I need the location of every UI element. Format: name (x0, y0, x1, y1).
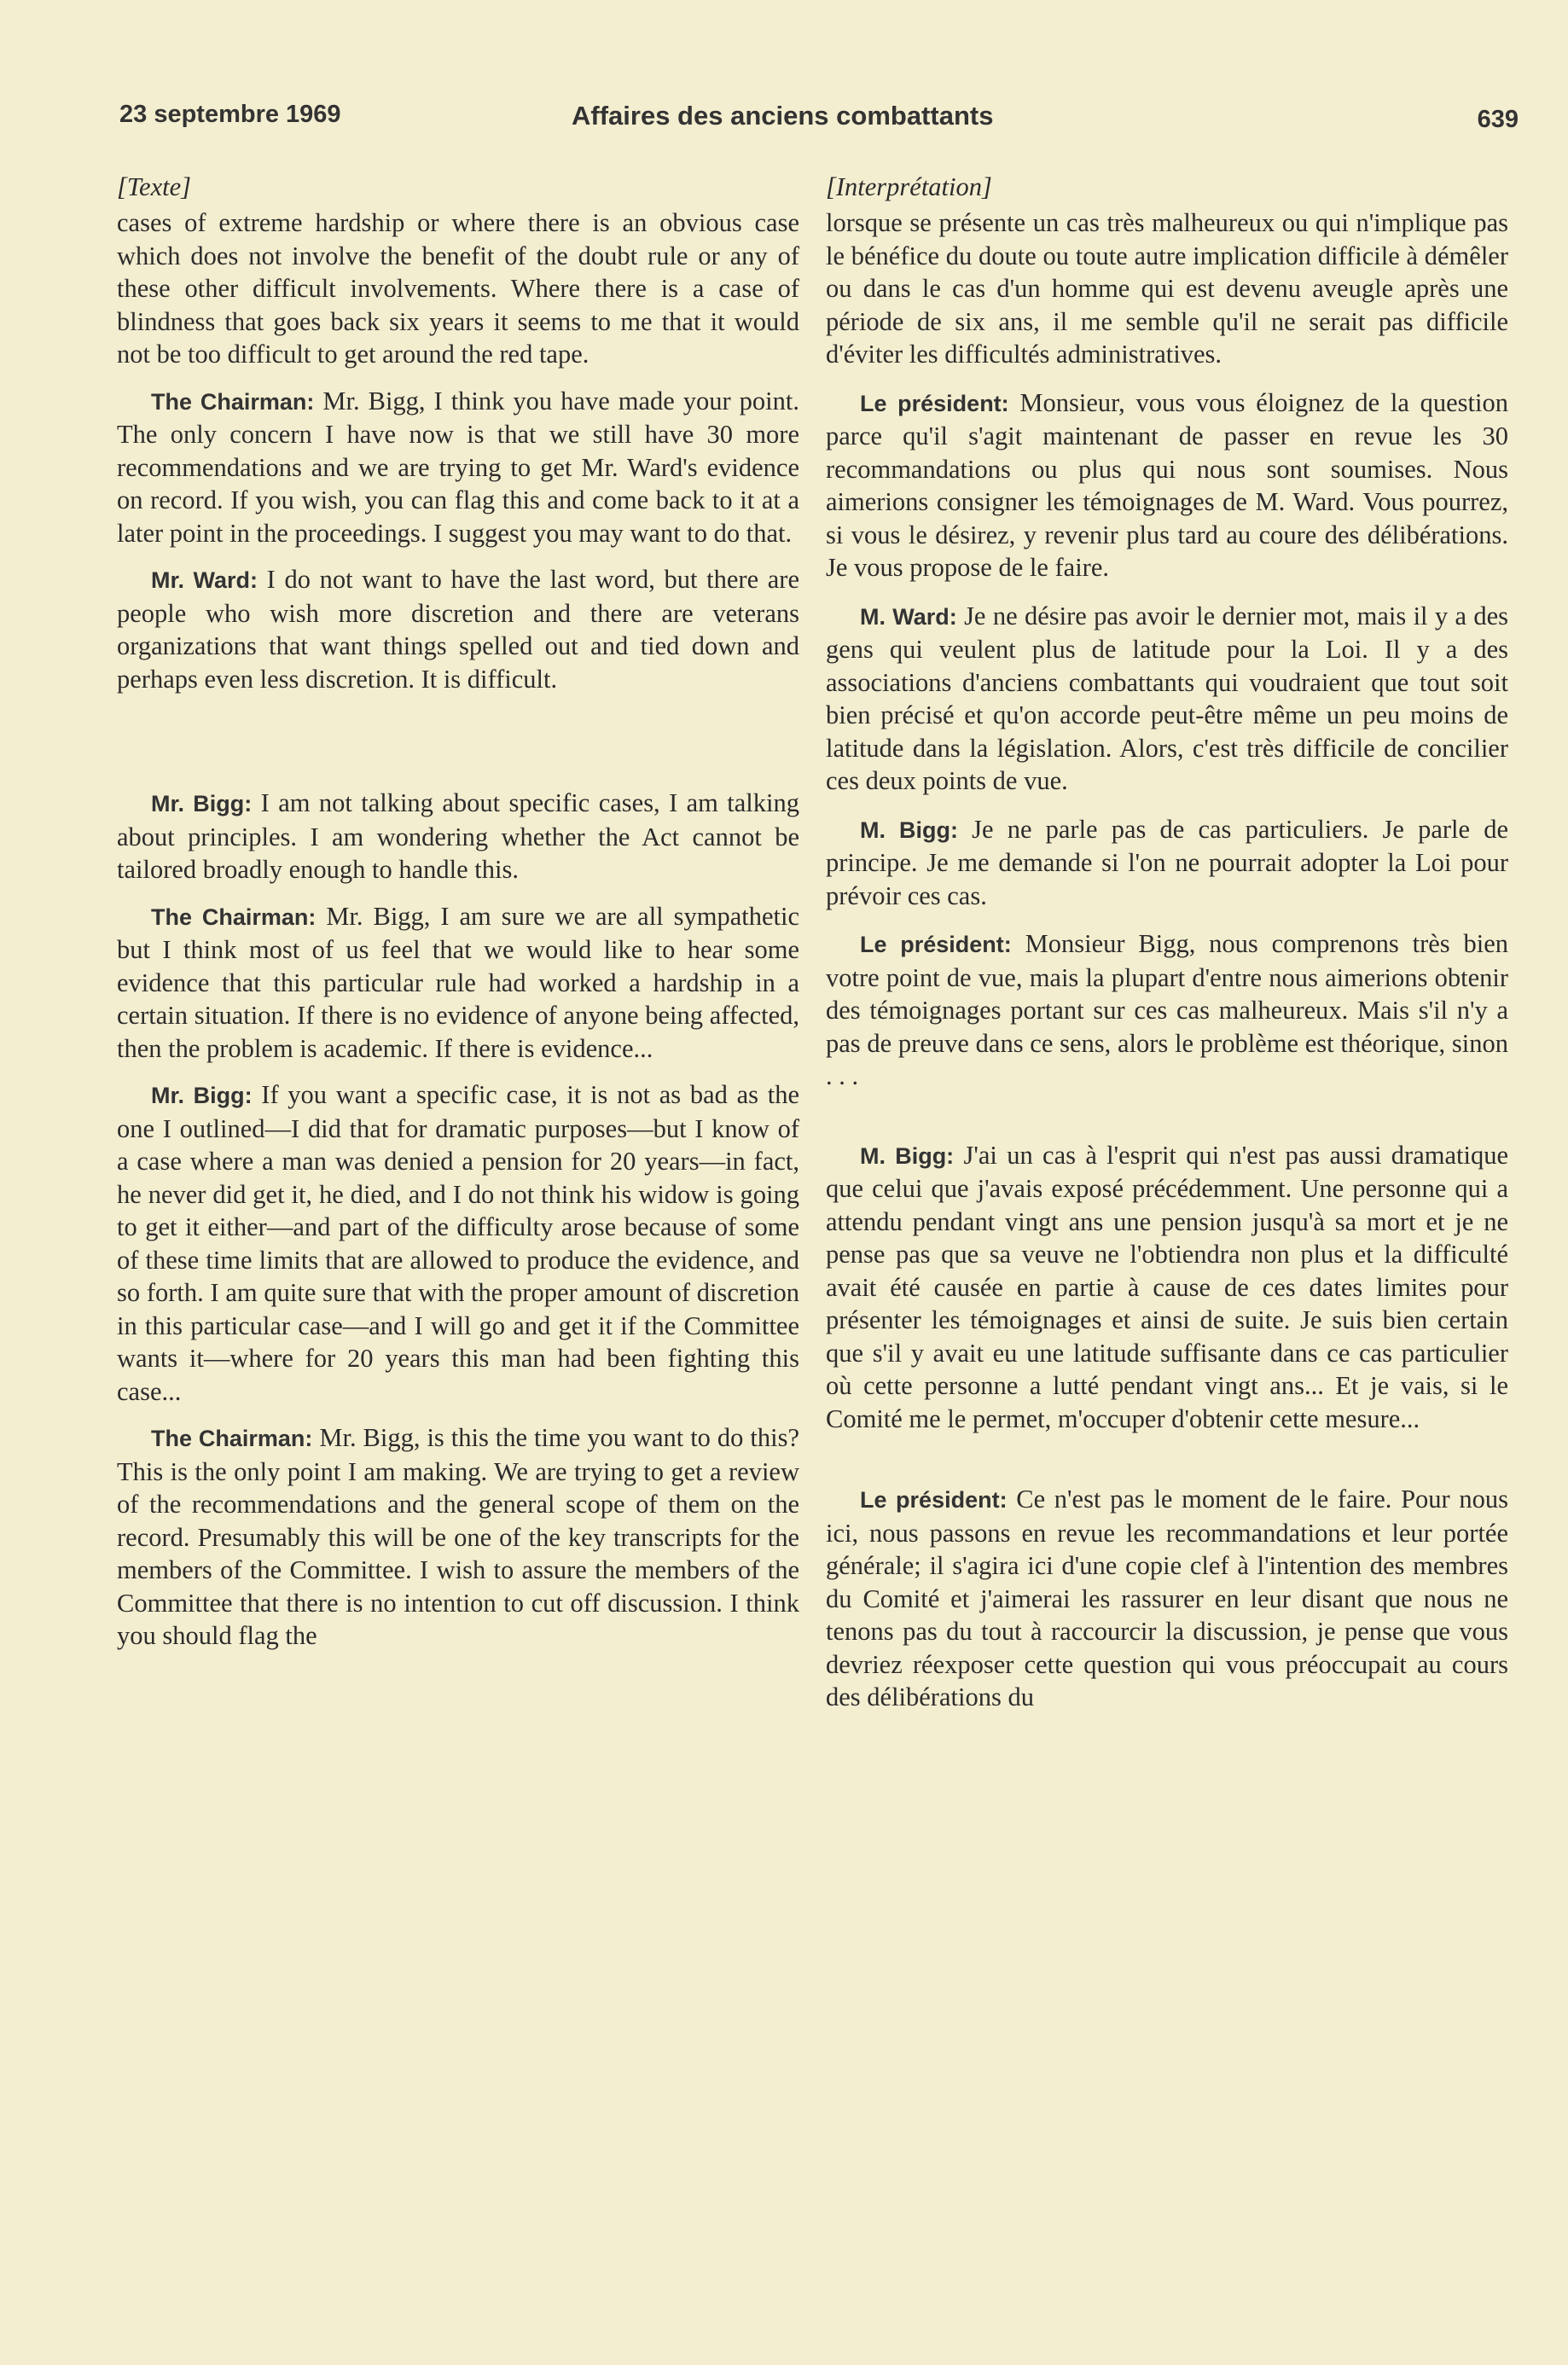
right-column-label: [Interprétation] (826, 172, 992, 201)
speaker-name: The Chairman: (151, 388, 315, 415)
paragraph-text: Je ne parle pas de cas particuliers. Je parle de principe. Je me demande si l'on ne pourrait adopter la Loi pour prévoir ces cas. (826, 814, 1508, 910)
page-number: 639 (1477, 106, 1519, 133)
speaker-name: The Chairman: (151, 1426, 313, 1451)
right-column (826, 171, 1508, 1714)
right-paragraph (826, 813, 1508, 913)
paragraph-text: Mr. Bigg, is this the time you want to do this? This is the only point I am making. We are trying to get a review of the recommendations and the general scope of them on the record. Presumably this will be one of the key transcripts for the members of the Committee. I wish to assure the members of the Committee that there is no intention to cut off discussion. I think you should flag the (117, 1423, 799, 1650)
speaker-name: Le président: (860, 932, 1012, 957)
paragraph-text: Mr. Bigg, I am sure we are all sympathetic but I think most of us feel that we would like to hear some evidence that this particular rule had worked a hardship in a certain situation. If there is no evidence of anyone being affected, then the problem is academic. If there is evidence... (117, 901, 799, 1063)
paragraph-text: Je ne désire pas avoir le dernier mot, mais il y a des gens qui veulent plus de latitude pour la Loi. Il y a des associations d'anciens combattants qui voudraient que tout soit bien précisé et qu'on accorde peut-être même un peu moins de latitude dans la législation. Alors, c'est très difficile de concilier ces deux points de vue. (826, 601, 1509, 795)
left-column-label: [Texte] (117, 172, 191, 201)
left-paragraph (117, 1078, 799, 1408)
speaker-name: M. Ward: (860, 603, 957, 630)
speaker-name: Le président: (860, 390, 1009, 416)
speaker-name: M. Bigg: (860, 1142, 955, 1169)
left-paragraph (117, 1421, 799, 1653)
header-title: Affaires des anciens combattants (572, 101, 994, 131)
speaker-name: Mr. Bigg: (151, 1083, 253, 1108)
left-paragraph (117, 900, 799, 1066)
speaker-name: Le président: (860, 1487, 1008, 1513)
left-paragraph (117, 563, 799, 695)
paragraph-text: Mr. Bigg, I think you have made your point. The only concern I have now is that we still have 30 more recommendations and we are trying to get Mr. Ward's evidence on record. If you wish, you can flag this and come back to it at a later point in the proceedings. I suggest you may want to do that. (117, 386, 799, 548)
speaker-name: The Chairman: (151, 904, 317, 930)
header-date: 23 septembre 1969 (119, 101, 341, 128)
left-column (117, 171, 799, 1653)
left-paragraph (117, 787, 799, 886)
paragraph-text: cases of extreme hardship or where there is an obvious case which does not involve the benefit of the doubt rule or any of these other difficult involvements. Where there is a case of blindness that goes back six years it seems to me that it would not be too difficult to get around the red tape. (117, 208, 799, 369)
left-paragraph (117, 385, 799, 550)
page-header (119, 101, 1519, 143)
paragraph-text: I am not talking about specific cases, I am talking about principles. I am wondering whether the Act cannot be tailored broadly enough to handle this. (117, 788, 799, 884)
left-paragraph (117, 206, 799, 371)
right-paragraph (826, 1139, 1508, 1436)
speaker-name: Mr. Bigg: (151, 791, 253, 816)
paragraph-text: I do not want to have the last word, but there are people who wish more discretion and there are veterans organizations that want things spelled out and tied down and perhaps even less discretion. It is difficult. (117, 565, 799, 694)
right-paragraph (826, 386, 1508, 584)
paragraph-text: Monsieur Bigg, nous comprenons très bien votre point de vue, mais la plupart d'entre nous aimerions obtenir des témoignages portant sur ces cas malheureux. Mais s'il n'y a pas de preuve dans ce sens, alors le problème est théorique, sinon . . . (826, 929, 1509, 1090)
speaker-name: M. Bigg: (860, 816, 958, 843)
paragraph-text: If you want a specific case, it is not as bad as the one I outlined—I did that for dramatic purposes—but I know of a case where a man was denied a pension for 20 years—in fact, he never did get it, he died, and I do not think his widow is going to get it either—and part of the difficulty arose because of some of these time limits that are allowed to produce the evidence, and so forth. I am quite sure that with the proper amount of discretion in this particular case—and I will go and get it if the Committee wants it—where for 20 years this man had been fighting this case... (117, 1080, 799, 1406)
speaker-name: Mr. Ward: (151, 567, 258, 593)
paragraph-text: Ce n'est pas le moment de le faire. Pour nous ici, nous passons en revue les recommandations et leur portée générale; il s'agira ici d'une copie clef à l'intention des membres du Comité et j'aimerai les rassurer en leur disant que nous ne tenons pas du tout à raccourcir la discussion, je pense que vous devriez réexposer cette question qui vous préoccupait au cours des délibérations du (826, 1485, 1508, 1711)
paragraph-text: lorsque se présente un cas très malheureux ou qui n'implique pas le bénéfice du doute ou toute autre implication difficile à démêler ou dans le cas d'un homme qui est devenu aveugle après une période de six ans, il me semble qu'il ne serait pas difficile d'éviter les difficultés administratives. (826, 208, 1508, 369)
paragraph-text: J'ai un cas à l'esprit qui n'est pas aussi dramatique que celui que j'avais exposé précédemment. Une personne qui a attendu pendant vingt ans une pension jusqu'à sa mort et je ne pense pas que sa veuve ne l'obtiendra non plus et la difficulté avait été causée en partie à cause de ces dates limites pour présenter les témoignages et ainsi de suite. Je suis bien certain que s'il y avait eu une latitude suffisante dans ce cas particulier où cette personne a lutté pendant vingt ans... Et je vais, si le Comité me le permet, m'occuper d'obtenir cette mesure... (826, 1140, 1508, 1433)
right-paragraph (826, 600, 1508, 798)
right-paragraph (826, 1483, 1508, 1714)
right-paragraph (826, 927, 1508, 1093)
paragraph-text: Monsieur, vous vous éloignez de la question parce qu'il s'agit maintenant de passer en revue les 30 recommandations ou plus qui nous sont soumises. Nous aimerions consigner les témoignages de M. Ward. Vous pourrez, si vous le désirez, y revenir plus tard au coure des délibérations. Je vous propose de le faire. (826, 387, 1509, 582)
right-paragraph (826, 206, 1508, 371)
